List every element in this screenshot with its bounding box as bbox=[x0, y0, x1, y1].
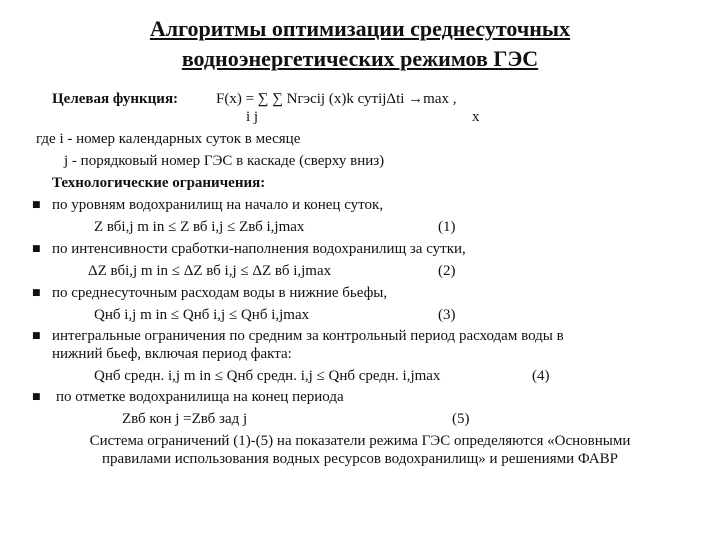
slide-title-line-1: Алгоритмы оптимизации среднесуточных bbox=[149, 16, 571, 41]
footer-line-2: правилами использования водных ресурсов водохранилищ» и решениями ФАВР bbox=[102, 451, 618, 467]
constraint-4-formula: Qнб средн. i,j m in ≤ Qнб средн. i,j ≤ Qнб средн. i,jmax bbox=[94, 368, 441, 384]
constraints-title: Технологические ограничения: bbox=[52, 175, 266, 191]
constraint-3-text: по среднесуточным расходам воды в нижние бьефы, bbox=[52, 285, 388, 301]
bullet-icon: ■ bbox=[32, 392, 41, 402]
constraint-4-text: интегральные ограничения по средним за контрольный период расходам воды в bbox=[52, 328, 564, 344]
constraint-1-text: по уровням водохранилищ на начало и конец суток, bbox=[52, 197, 384, 213]
constraint-1-number: (1) bbox=[438, 219, 456, 235]
objective-formula: F(x) = ∑ ∑ Nгэсij (x)k сутijΔti →max , bbox=[216, 91, 457, 107]
footer-line-1: Система ограничений (1)-(5) на показатели режима ГЭС определяются «Основными bbox=[89, 433, 631, 449]
constraint-5-number: (5) bbox=[452, 411, 470, 427]
constraint-1-formula: Z вбi,j m in ≤ Z вб i,j ≤ Zвб i,jmax bbox=[94, 219, 305, 235]
constraint-5-text: по отметке водохранилища на конец периода bbox=[56, 389, 344, 405]
constraint-4-text-continued: нижний бьеф, включая период факта: bbox=[52, 346, 292, 362]
bullet-icon: ■ bbox=[32, 288, 41, 298]
constraint-3-number: (3) bbox=[438, 307, 456, 323]
objective-indices: i j bbox=[246, 109, 259, 125]
constraint-4-number: (4) bbox=[532, 368, 550, 384]
constraint-2-number: (2) bbox=[438, 263, 456, 279]
constraint-5-formula: Zвб кон j =Zвб зад j bbox=[122, 411, 248, 427]
bullet-icon: ■ bbox=[32, 331, 41, 341]
where-line-1: где i - номер календарных суток в месяце bbox=[36, 131, 301, 147]
bullet-icon: ■ bbox=[32, 200, 41, 210]
constraint-2-text: по интенсивности сработки-наполнения водохранилищ за сутки, bbox=[52, 241, 466, 257]
constraint-3-formula: Qнб i,j m in ≤ Qнб i,j ≤ Qнб i,jmax bbox=[94, 307, 310, 323]
where-line-2: j - порядковый номер ГЭС в каскаде (сверху вниз) bbox=[64, 153, 385, 169]
bullet-icon: ■ bbox=[32, 244, 41, 254]
constraint-2-formula: ΔZ вбi,j m in ≤ ΔZ вб i,j ≤ ΔZ вб i,jmax bbox=[88, 263, 332, 279]
objective-x-subscript: x bbox=[472, 109, 480, 125]
objective-label: Целевая функция: bbox=[52, 91, 179, 107]
slide-title-line-2: водноэнергетических режимов ГЭС bbox=[181, 46, 539, 71]
